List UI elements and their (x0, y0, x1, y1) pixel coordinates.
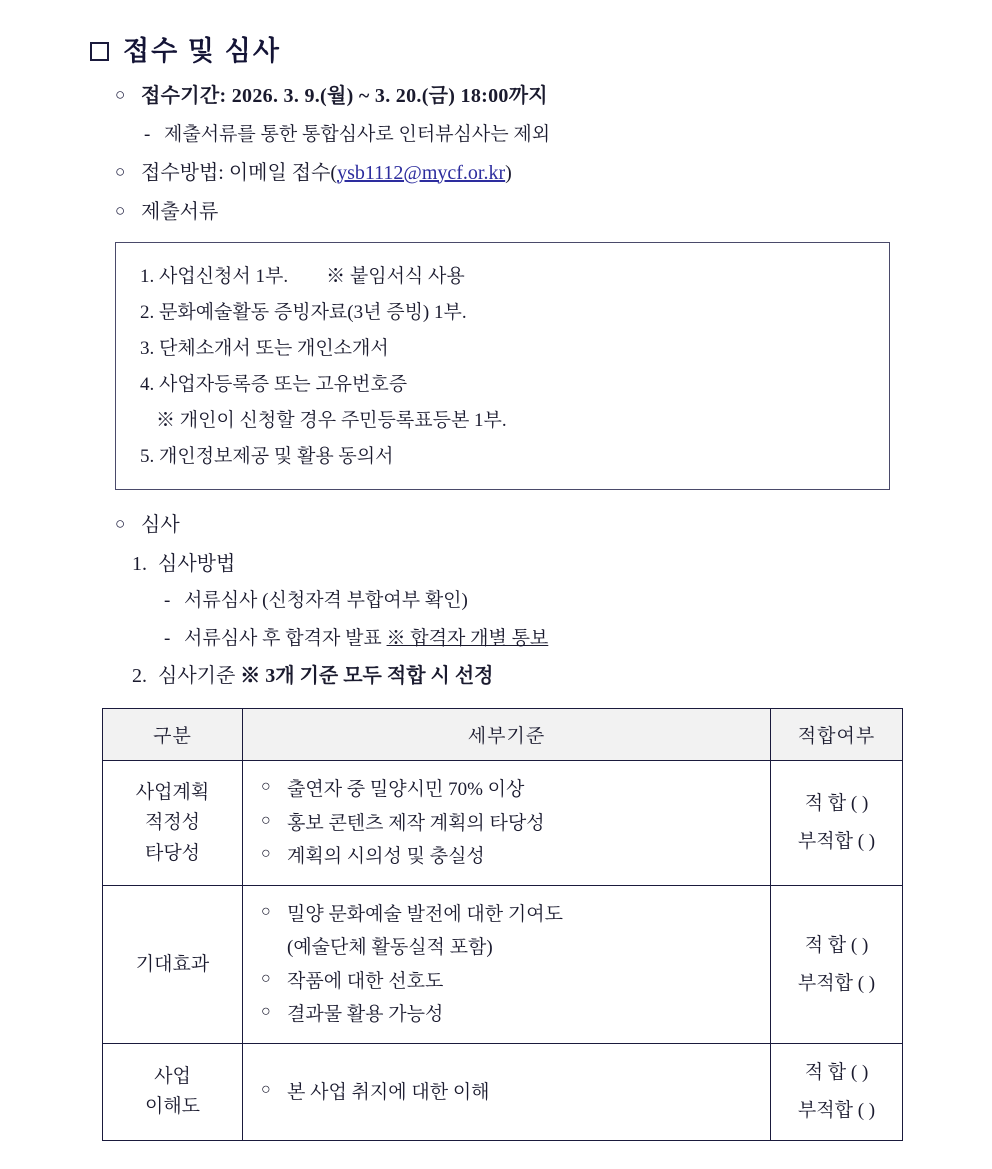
table-cell-detail (243, 886, 771, 1044)
category-line: 기대효과 (135, 953, 210, 975)
detail-line (261, 840, 752, 873)
list-item: 5. 개인정보제공 및 활용 동의서 (140, 446, 394, 468)
list-item-period (115, 83, 932, 110)
list-item-review-title (115, 512, 932, 539)
list-item-note: ※ 개인이 신청할 경우 주민등록표등본 1부. (156, 410, 507, 432)
detail-line (261, 965, 752, 998)
detail-text: 출연자 중 밀양시민 70% 이상 (287, 779, 525, 801)
circle-bullet-icon: ○ (261, 811, 271, 829)
circle-bullet-icon: ○ (261, 778, 271, 796)
fit-option-unsuitable[interactable]: 부적합 ( ) (797, 1100, 876, 1122)
detail-text: 결과물 활용 가능성 (287, 1003, 444, 1025)
review-method-line-2 (164, 626, 932, 652)
table-header-fit: 적합여부 (771, 709, 903, 761)
review-method-label: 심사방법 (158, 553, 236, 576)
detail-line (261, 898, 752, 931)
circle-bullet-icon: ○ (115, 85, 126, 104)
review-title-text: 심사 (141, 514, 180, 537)
documents-box (115, 242, 890, 491)
list-item-method (115, 160, 932, 187)
table-header-row (103, 709, 903, 761)
table-row (103, 886, 903, 1044)
list-number: 2. (132, 665, 147, 688)
table-cell-category (103, 761, 243, 886)
list-item: 1. 사업신청서 1부. ※ 붙임서식 사용 (140, 265, 465, 287)
fit-option-suitable[interactable]: 적 합 ( ) (804, 1062, 869, 1084)
square-outline-icon (90, 42, 109, 61)
table-cell-detail (243, 1044, 771, 1141)
circle-bullet-icon: ○ (261, 969, 271, 987)
detail-text: 밀양 문화예술 발전에 대한 기여도 (287, 904, 563, 926)
review-method-line-1-text: 서류심사 (신청자격 부합여부 확인) (184, 590, 468, 612)
table-cell-category (103, 1044, 243, 1141)
detail-line-continuation: (예술단체 활동실적 포함) (287, 937, 493, 959)
page-title (90, 38, 932, 65)
fit-option-suitable[interactable]: 적 합 ( ) (804, 793, 869, 815)
list-item: 2. 문화예술활동 증빙자료(3년 증빙) 1부. (140, 301, 467, 323)
criteria-heading-label: 심사기준 (158, 665, 241, 688)
table-row (103, 761, 903, 886)
review-method-line-2-text (184, 626, 548, 652)
circle-bullet-icon: ○ (115, 161, 126, 181)
review-method-line-1 (164, 588, 932, 614)
category-line: 이해도 (144, 1096, 201, 1118)
detail-line (261, 773, 752, 806)
fit-option-unsuitable[interactable]: 부적합 ( ) (797, 972, 876, 994)
method-label: 접수방법: 이메일 접수( (141, 161, 338, 184)
table-header-category: 구분 (103, 709, 243, 761)
page-title-text: 접수 및 심사 (123, 36, 281, 66)
category-line: 사업계획 (135, 781, 210, 803)
detail-line (261, 1076, 752, 1109)
detail-line (261, 807, 752, 840)
table-cell-fit (771, 761, 903, 886)
dash-bullet-icon: - (164, 627, 171, 649)
period-note-text: 제출서류를 통한 통합심사로 인터뷰심사는 제외 (164, 124, 551, 145)
circle-bullet-icon: ○ (261, 1002, 271, 1020)
criteria-heading-text (158, 663, 493, 690)
method-text (141, 160, 932, 187)
circle-bullet-icon: ○ (261, 844, 271, 862)
detail-text: 본 사업 취지에 대한 이해 (287, 1081, 490, 1103)
list-item: 3. 단체소개서 또는 개인소개서 (140, 337, 389, 359)
circle-bullet-icon: ○ (115, 514, 126, 534)
circle-bullet-icon: ○ (261, 903, 271, 921)
review-method-heading (132, 551, 932, 578)
category-line: 타당성 (144, 842, 201, 864)
review-method-line-2-underlined: ※ 합격자 개별 통보 (386, 627, 549, 649)
fit-option-unsuitable[interactable]: 부적합 ( ) (797, 831, 876, 853)
criteria-table (102, 708, 903, 1141)
period-value: 2026. 3. 9.(월) ~ 3. 20.(금) 18:00까지 (231, 85, 548, 107)
criteria-heading-note: ※ 3개 기준 모두 적합 시 선정 (240, 665, 494, 688)
circle-bullet-icon: ○ (261, 1080, 271, 1098)
period-label: 접수기간: (141, 85, 232, 107)
table-header-detail: 세부기준 (243, 709, 771, 761)
detail-line (261, 998, 752, 1031)
email-link[interactable]: ysb1112@mycf.or.kr (337, 161, 506, 184)
detail-text: 계획의 시의성 및 충실성 (287, 845, 485, 867)
table-cell-fit (771, 1044, 903, 1141)
list-item-documents-title (115, 199, 932, 226)
list-number: 1. (132, 553, 147, 576)
method-tail: ) (505, 161, 512, 184)
circle-bullet-icon: ○ (115, 200, 126, 220)
category-line: 적정성 (144, 812, 201, 834)
table-row (103, 1044, 903, 1141)
detail-text: 홍보 콘텐츠 제작 계획의 타당성 (287, 812, 545, 834)
table-cell-fit (771, 886, 903, 1044)
fit-option-suitable[interactable]: 적 합 ( ) (804, 934, 869, 956)
list-item-period-note (144, 122, 932, 148)
documents-title-text: 제출서류 (141, 200, 219, 223)
review-method-line-2-main: 서류심사 후 합격자 발표 (184, 627, 387, 649)
dash-bullet-icon: - (164, 590, 171, 612)
detail-text: 작품에 대한 선호도 (287, 970, 444, 992)
period-text (141, 83, 932, 110)
table-cell-category (103, 886, 243, 1044)
category-line: 사업 (154, 1065, 191, 1087)
criteria-heading (132, 663, 932, 690)
table-cell-detail (243, 761, 771, 886)
dash-bullet-icon: - (144, 124, 151, 145)
list-item: 4. 사업자등록증 또는 고유번호증 (140, 373, 408, 395)
